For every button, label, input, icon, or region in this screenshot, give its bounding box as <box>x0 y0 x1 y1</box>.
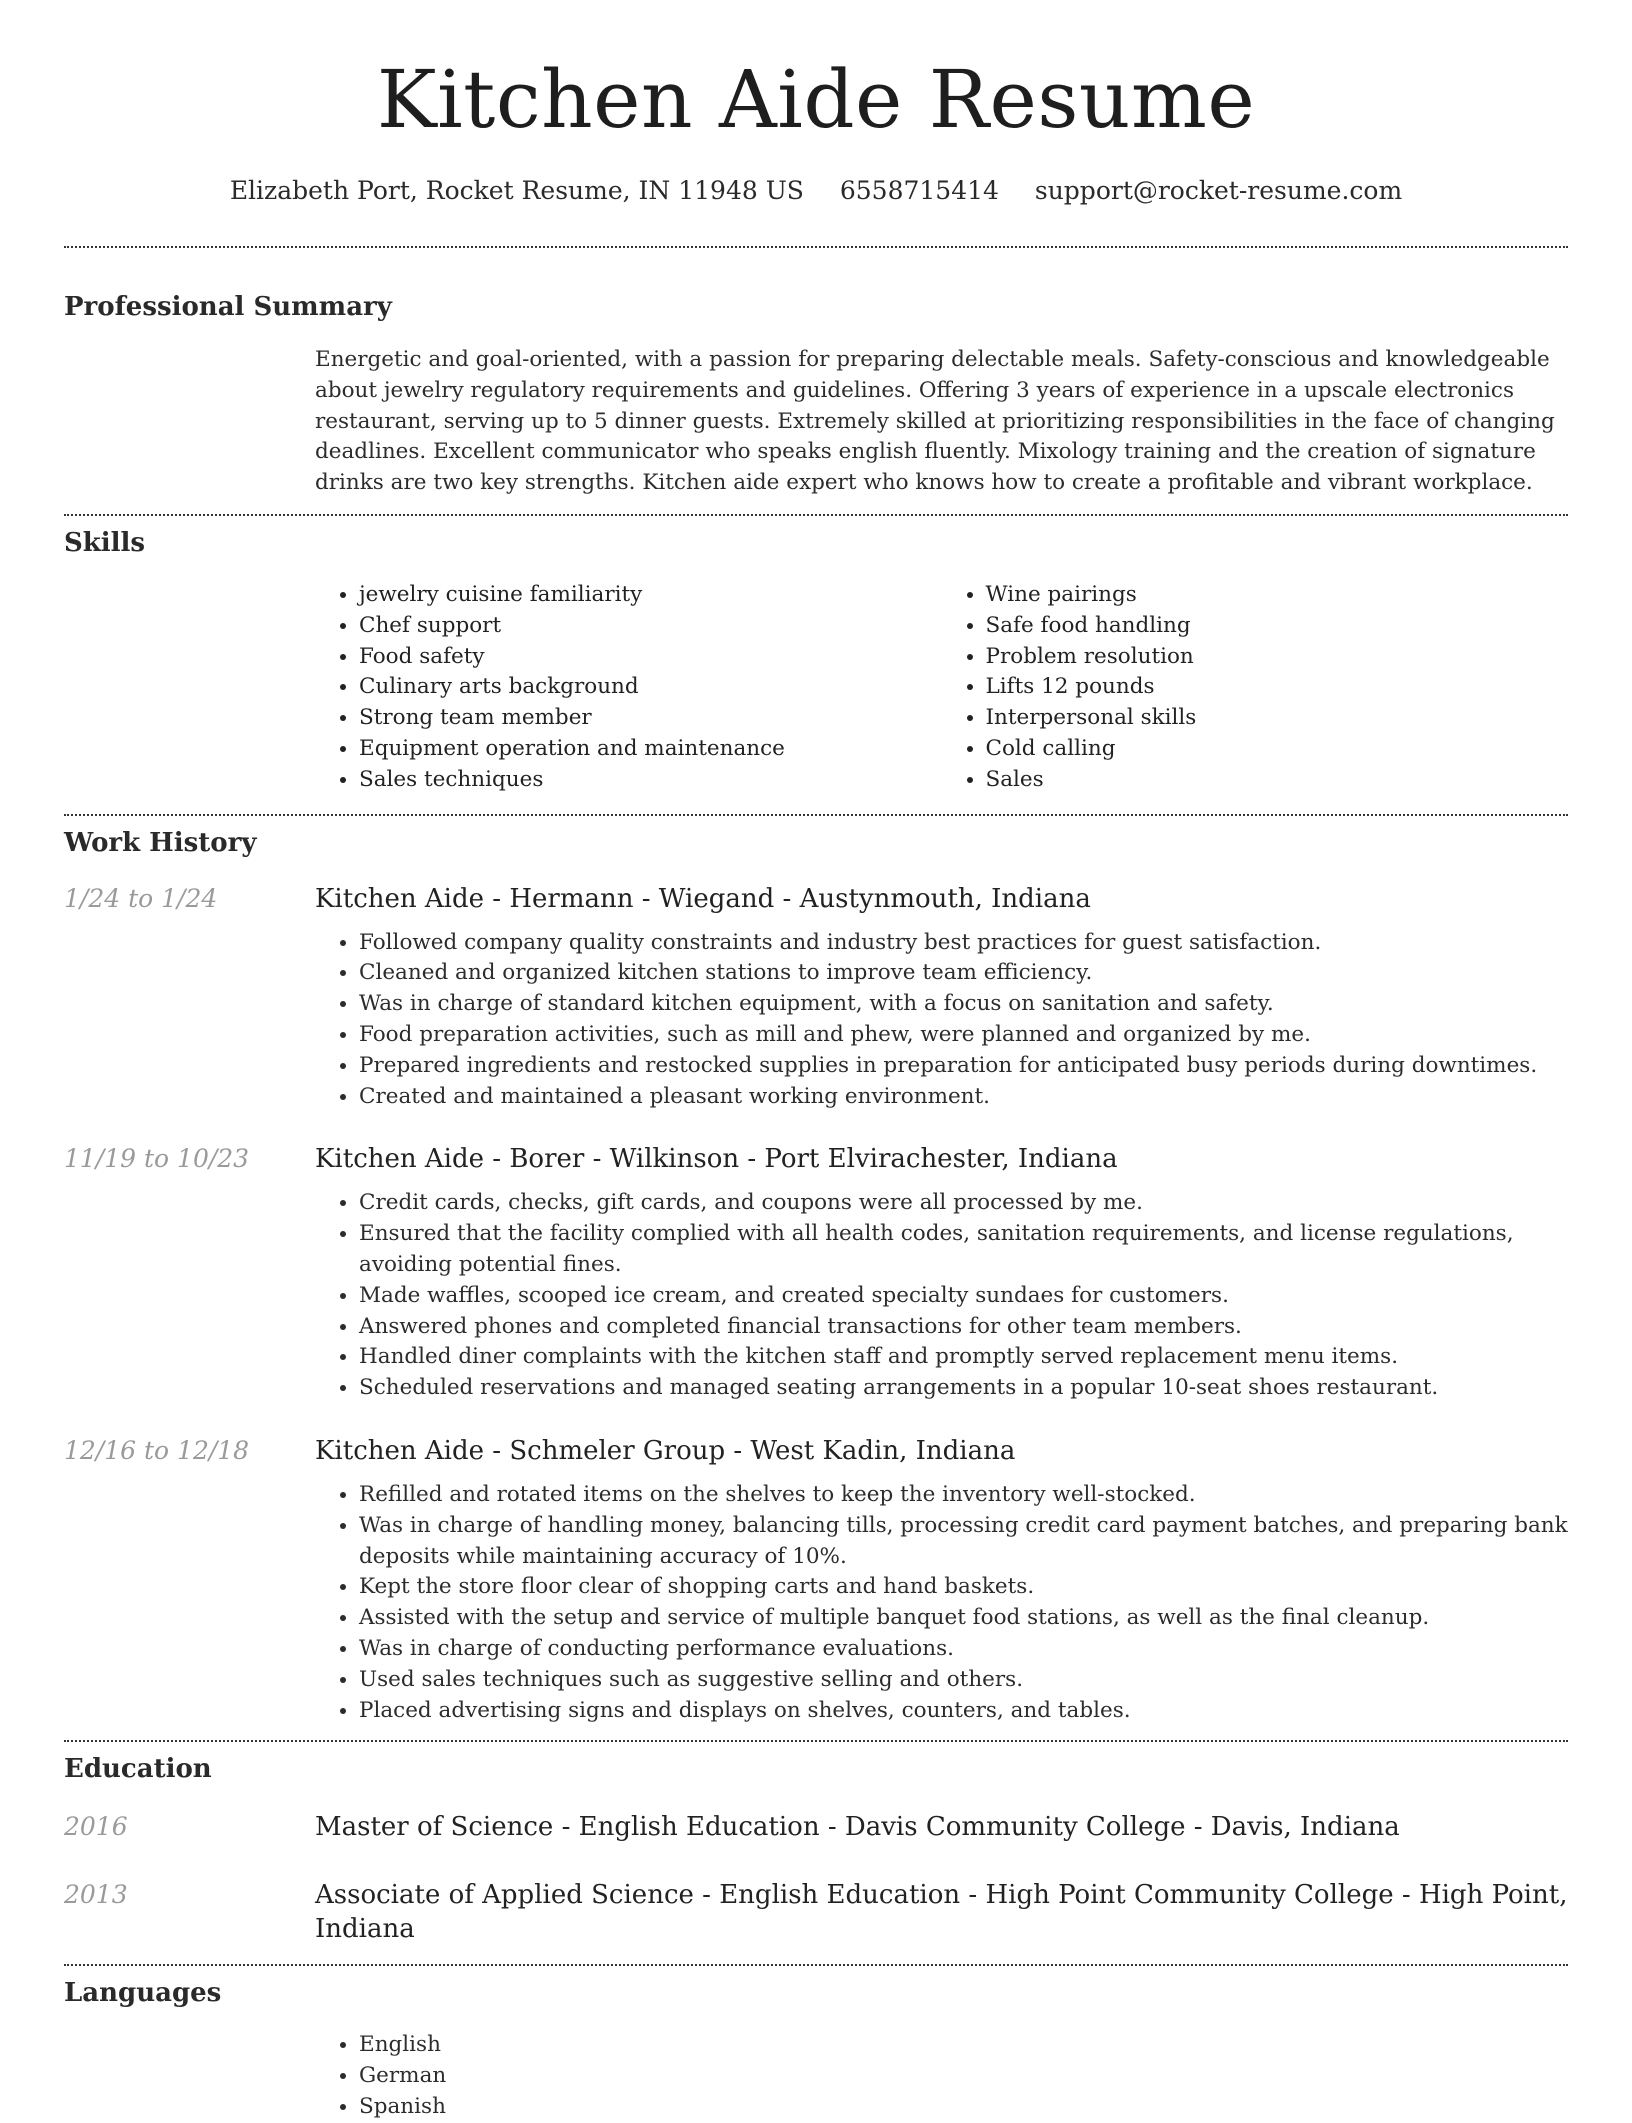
job-bullet: • Handled diner complaints with the kitchen staff and promptly served replacement menu items. <box>359 1342 1568 1373</box>
job-title: Kitchen Aide - Hermann - Wiegand - Austynmouth, Indiana <box>315 883 1091 914</box>
skills-column-right <box>942 580 1569 796</box>
skill-item: • Sales techniques <box>359 765 942 796</box>
contact-email: support@rocket-resume.com <box>1034 176 1403 205</box>
job-bullet: • Credit cards, checks, gift cards, and coupons were all processed by me. <box>359 1188 1568 1219</box>
skill-item: • Wine pairings <box>986 580 1569 611</box>
section-divider <box>64 1964 1568 1966</box>
job-bullet: • Was in charge of handling money, balancing tills, processing credit card payment batches, and preparing bank deposits while maintaining accuracy of 10%. <box>359 1511 1568 1573</box>
languages-body <box>315 2030 1568 2122</box>
job-bullet: • Followed company quality constraints and industry best practices for guest satisfaction. <box>359 928 1568 959</box>
education-entry <box>64 1810 1568 1844</box>
education-entry <box>64 1878 1568 1946</box>
skill-item: • Culinary arts background <box>359 672 942 703</box>
job-bullet: • Assisted with the setup and service of multiple banquet food stations, as well as the final cleanup. <box>359 1603 1568 1634</box>
job-bullet: • Created and maintained a pleasant working environment. <box>359 1082 1568 1113</box>
job-bullet: • Placed advertising signs and displays on shelves, counters, and tables. <box>359 1696 1568 1727</box>
work-heading: Work History <box>64 827 257 858</box>
contact-line <box>64 174 1568 208</box>
skill-item: • Equipment operation and maintenance <box>359 734 942 765</box>
job-bullet: • Scheduled reservations and managed seating arrangements in a popular 10-seat shoes restaurant. <box>359 1373 1568 1404</box>
contact-address: Elizabeth Port, Rocket Resume, IN 11948 US <box>229 176 804 205</box>
job-bullets <box>315 928 1568 1113</box>
summary-body <box>315 345 1568 499</box>
job-bullet: • Ensured that the facility complied with all health codes, sanitation requirements, and license regulations, avoiding potential fines. <box>359 1219 1568 1281</box>
job-bullet: • Was in charge of standard kitchen equipment, with a focus on sanitation and safety. <box>359 989 1568 1020</box>
job-bullet: • Used sales techniques such as suggestive selling and others. <box>359 1665 1568 1696</box>
skill-item: • Chef support <box>359 611 942 642</box>
job-bullet: • Made waffles, scooped ice cream, and created specialty sundaes for customers. <box>359 1281 1568 1312</box>
job-bullet: • Was in charge of conducting performance evaluations. <box>359 1634 1568 1665</box>
skill-item: • Cold calling <box>986 734 1569 765</box>
language-item: • Spanish <box>359 2092 1568 2123</box>
job-bullet: • Answered phones and completed financial transactions for other team members. <box>359 1312 1568 1343</box>
education-title: Associate of Applied Science - English Education - High Point Community College - High Point, Indiana <box>315 1880 1568 1945</box>
summary-text: Energetic and goal-oriented, with a passion for preparing delectable meals. Safety-conscious and knowledgeable about jewelry regulatory requirements and guidelines. Offering 3 years of experience in a upscale electronics restaurant, serving up to 5 dinner guests. Extremely skilled at prioritizing responsibilities in the face of changing deadlines. Excellent communicator who speaks english fluently. Mixology training and the creation of signature drinks are two key strengths. Kitchen aide expert who knows how to create a profitable and vibrant workplace. <box>315 347 1555 496</box>
job-title: Kitchen Aide - Schmeler Group - West Kadin, Indiana <box>315 1435 1016 1466</box>
resume-title: Kitchen Aide Resume <box>376 53 1256 146</box>
section-divider <box>64 514 1568 516</box>
job-entry <box>64 882 1568 1113</box>
skill-item: • Interpersonal skills <box>986 703 1569 734</box>
job-dates: 11/19 to 10/23 <box>64 1144 250 1174</box>
skills-heading: Skills <box>64 527 146 558</box>
education-year: 2016 <box>64 1812 128 1842</box>
summary-heading: Professional Summary <box>64 292 392 322</box>
language-item: • English <box>359 2030 1568 2061</box>
section-divider <box>64 246 1568 248</box>
languages-heading: Languages <box>64 1978 222 2009</box>
skill-item: • jewelry cuisine familiarity <box>359 580 942 611</box>
skill-item: • Lifts 12 pounds <box>986 672 1569 703</box>
job-bullet: • Cleaned and organized kitchen stations to improve team efficiency. <box>359 958 1568 989</box>
job-bullets <box>315 1188 1568 1404</box>
job-title: Kitchen Aide - Borer - Wilkinson - Port Elvirachester, Indiana <box>315 1144 1118 1175</box>
job-bullet: • Prepared ingredients and restocked supplies in preparation for anticipated busy periods during downtimes. <box>359 1051 1568 1082</box>
contact-phone: 6558715414 <box>839 176 999 205</box>
section-divider <box>64 1740 1568 1742</box>
skill-item: • Problem resolution <box>986 642 1569 673</box>
skills-column-left <box>315 580 942 796</box>
job-bullet: • Food preparation activities, such as mill and phew, were planned and organized by me. <box>359 1020 1568 1051</box>
section-divider <box>64 814 1568 816</box>
education-year: 2013 <box>64 1880 128 1910</box>
job-bullets <box>315 1480 1568 1726</box>
job-entry <box>64 1142 1568 1404</box>
job-bullet: • Kept the store floor clear of shopping carts and hand baskets. <box>359 1572 1568 1603</box>
job-bullet: • Refilled and rotated items on the shelves to keep the inventory well-stocked. <box>359 1480 1568 1511</box>
skill-item: • Safe food handling <box>986 611 1569 642</box>
resume-page <box>64 0 1568 2123</box>
job-dates: 1/24 to 1/24 <box>64 883 218 913</box>
education-title: Master of Science - English Education - Davis Community College - Davis, Indiana <box>315 1812 1400 1843</box>
skill-item: • Sales <box>986 765 1569 796</box>
job-entry <box>64 1434 1568 1726</box>
skill-item: • Food safety <box>359 642 942 673</box>
education-heading: Education <box>64 1754 212 1785</box>
skills-list <box>315 580 1568 796</box>
languages-list <box>315 2030 1568 2122</box>
language-item: • German <box>359 2061 1568 2092</box>
skill-item: • Strong team member <box>359 703 942 734</box>
job-dates: 12/16 to 12/18 <box>64 1435 250 1465</box>
